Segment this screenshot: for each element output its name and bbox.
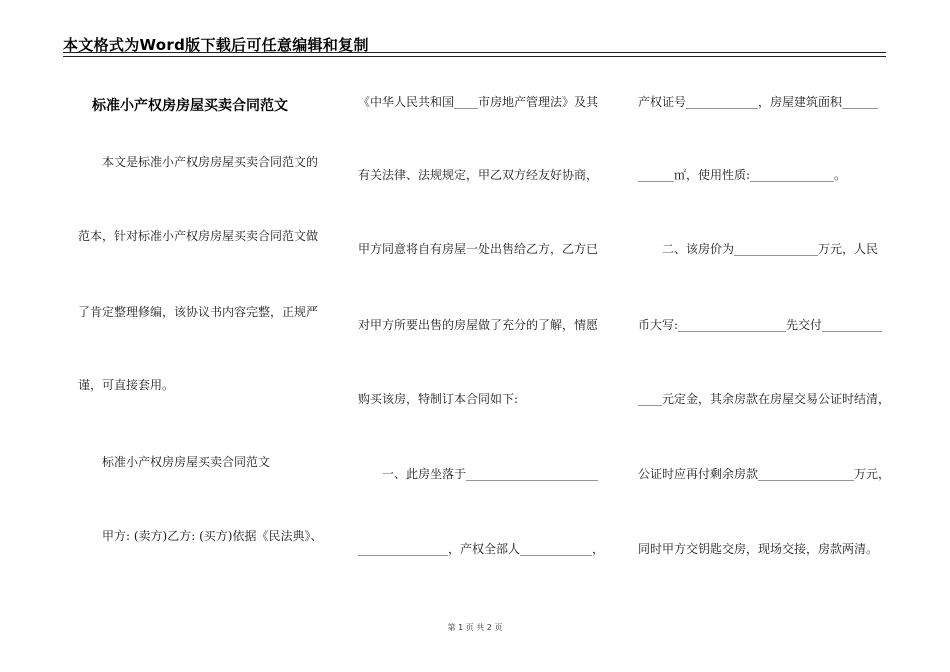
paragraph-line: _______________，产权全部人____________， [358, 542, 605, 556]
paragraph-line: 公证时应再付剩余房款________________万元， [638, 467, 891, 481]
paragraph-line: 谨，可直接套用。 [78, 378, 175, 392]
contract-title: 标准小产权房房屋买卖合同范文 [92, 98, 288, 114]
paragraph-line: 购买该房，特制订本合同如下: [358, 392, 519, 406]
clause-line: 一、此房坐落于______________________ [358, 467, 599, 481]
paragraph-line: 同时甲方交钥匙交房，现场交接，房款两清。 [638, 542, 879, 556]
paragraph-line: ______㎡，使用性质:______________。 [638, 168, 847, 182]
paragraph-line: 《中华人民共和国____市房地产管理法》及其 [358, 95, 599, 109]
document-banner: 本文格式为Word版下载后可任意编辑和复制 [63, 36, 369, 54]
clause-line: 二、该房价为______________万元，人民 [638, 242, 879, 256]
paragraph-line: 了肯定整理修编，该协议书内容完整，正规严 [78, 305, 319, 319]
subtitle-line: 标准小产权房房屋买卖合同范文 [78, 455, 271, 469]
paragraph-line: 产权证号____________，房屋建筑面积______ [638, 95, 879, 109]
paragraph-line: ____元定金，其余房款在房屋交易公证时结清， [638, 392, 891, 406]
paragraph-line: 甲方同意将自有房屋一处出售给乙方，乙方已 [358, 242, 599, 256]
paragraph-line: 对甲方所要出售的房屋做了充分的了解，情愿 [358, 318, 599, 332]
paragraph-line: 范本，针对标准小产权房房屋买卖合同范文做 [78, 229, 319, 243]
header-rule-top [63, 52, 886, 53]
paragraph-line: 币大写:__________________先交付__________ [638, 318, 883, 332]
paragraph-line: 有关法律、法规规定，甲乙双方经友好协商， [358, 168, 599, 182]
page-number: 第 1 页 共 2 页 [447, 623, 503, 632]
header-rule-bottom [63, 56, 886, 57]
paragraph-line: 本文是标准小产权房房屋买卖合同范文的 [78, 155, 319, 169]
paragraph-line: 甲方: (卖方)乙方: (买方)依据《民法典》、 [78, 529, 323, 543]
